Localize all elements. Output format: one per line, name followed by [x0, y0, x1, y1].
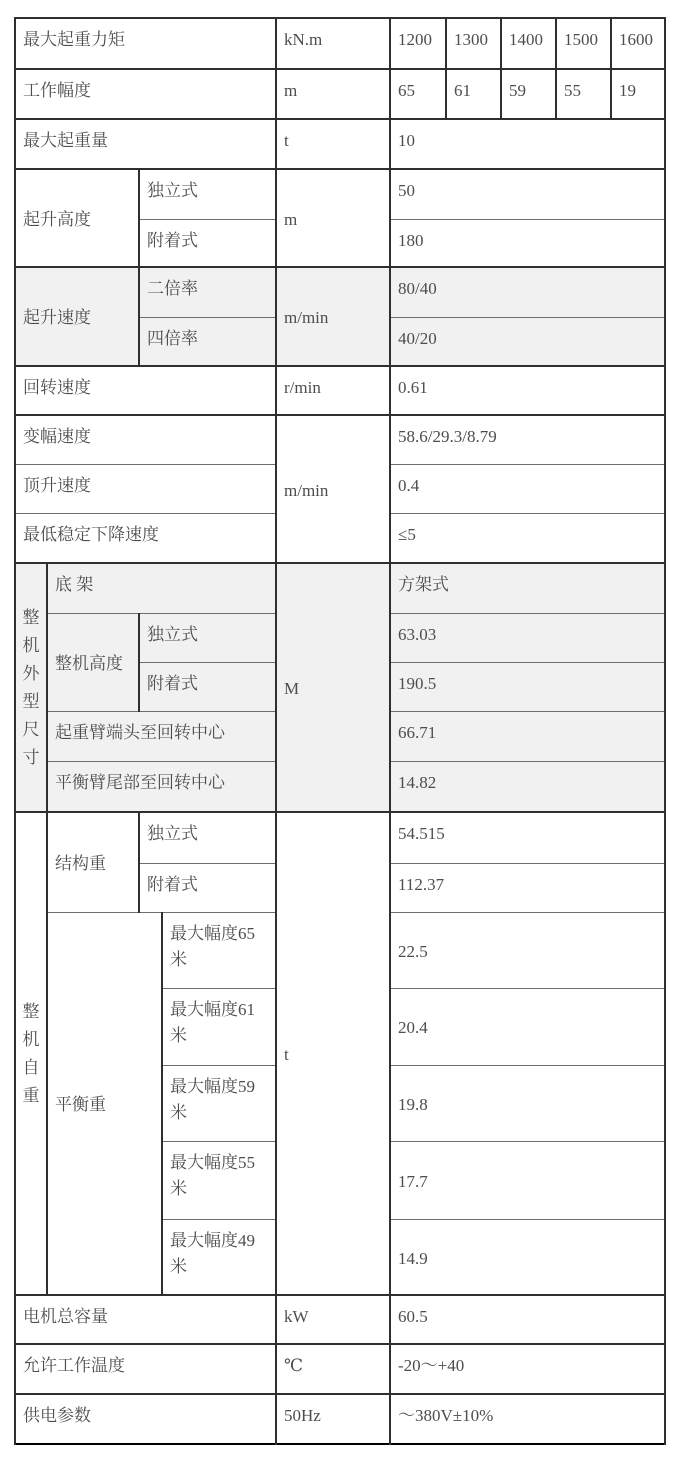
unit-cell: M	[276, 563, 390, 812]
value-cell: 66.71	[390, 711, 665, 761]
value-cell: 1300	[446, 18, 501, 69]
value-cell: 190.5	[390, 662, 665, 711]
value-cell: 1400	[501, 18, 556, 69]
spec-sublabel: 附着式	[139, 863, 276, 912]
value-cell: 61	[446, 69, 501, 119]
table-row	[15, 812, 665, 863]
spec-sublabel: 附着式	[139, 662, 276, 711]
spec-label: 变幅速度	[15, 415, 276, 464]
value-cell: 58.6/29.3/8.79	[390, 415, 665, 464]
table-row	[15, 1344, 665, 1394]
value-cell: 10	[390, 119, 665, 169]
spec-sublabel: 平衡臂尾部至回转中心	[47, 761, 276, 812]
group-label-vertical: 整机外型尺寸	[15, 563, 47, 812]
unit-cell: m	[276, 169, 390, 267]
value-cell: 14.9	[390, 1219, 665, 1295]
unit-cell: 50Hz	[276, 1394, 390, 1444]
group-label: 结构重	[47, 812, 139, 912]
value-cell: 19	[611, 69, 665, 119]
unit-cell: t	[276, 119, 390, 169]
table-row	[15, 119, 665, 169]
value-cell: 59	[501, 69, 556, 119]
unit-cell: kW	[276, 1295, 390, 1344]
spec-sublabel: 底 架	[47, 563, 276, 613]
table-row	[15, 169, 665, 219]
value-cell: 80/40	[390, 267, 665, 317]
value-cell: ～380V±10%	[390, 1394, 665, 1444]
value-cell: 50	[390, 169, 665, 219]
spec-label: 供电参数	[15, 1394, 276, 1444]
value-cell: 0.61	[390, 366, 665, 415]
table-row	[15, 267, 665, 317]
spec-table	[14, 17, 666, 1445]
spec-sublabel: 最大幅度65米	[162, 912, 276, 988]
spec-sublabel: 最大幅度61米	[162, 988, 276, 1065]
table-row	[15, 415, 665, 464]
unit-cell: m/min	[276, 415, 390, 563]
spec-sublabel: 独立式	[139, 812, 276, 863]
unit-cell: ℃	[276, 1344, 390, 1394]
spec-sublabel: 最大幅度55米	[162, 1141, 276, 1219]
spec-sublabel: 最大幅度49米	[162, 1219, 276, 1295]
value-cell: -20～+40	[390, 1344, 665, 1394]
value-cell: 0.4	[390, 464, 665, 513]
spec-label: 工作幅度	[15, 69, 276, 119]
value-cell: 17.7	[390, 1141, 665, 1219]
group-label: 平衡重	[47, 912, 162, 1295]
value-cell: 22.5	[390, 912, 665, 988]
spec-label: 回转速度	[15, 366, 276, 415]
spec-sublabel: 起重臂端头至回转中心	[47, 711, 276, 761]
table-row	[15, 366, 665, 415]
spec-label: 最大起重量	[15, 119, 276, 169]
table-row	[15, 1394, 665, 1444]
group-label: 起升速度	[15, 267, 139, 366]
spec-label: 电机总容量	[15, 1295, 276, 1344]
spec-label: 顶升速度	[15, 464, 276, 513]
table-row	[15, 563, 665, 613]
value-cell: 60.5	[390, 1295, 665, 1344]
spec-label: 允许工作温度	[15, 1344, 276, 1394]
spec-sublabel: 二倍率	[139, 267, 276, 317]
spec-sublabel: 四倍率	[139, 317, 276, 366]
value-cell: 20.4	[390, 988, 665, 1065]
value-cell: 方架式	[390, 563, 665, 613]
unit-cell: t	[276, 812, 390, 1295]
table-row	[15, 18, 665, 69]
value-cell: 19.8	[390, 1065, 665, 1141]
spec-sublabel: 附着式	[139, 219, 276, 267]
value-cell: 40/20	[390, 317, 665, 366]
unit-cell: m	[276, 69, 390, 119]
spec-label: 最大起重力矩	[15, 18, 276, 69]
unit-cell: kN.m	[276, 18, 390, 69]
spec-table-body	[15, 18, 665, 1444]
group-label: 整机高度	[47, 613, 139, 711]
value-cell: 1600	[611, 18, 665, 69]
value-cell: 1500	[556, 18, 611, 69]
value-cell: 65	[390, 69, 446, 119]
table-row	[15, 1295, 665, 1344]
unit-cell: r/min	[276, 366, 390, 415]
value-cell: 63.03	[390, 613, 665, 662]
value-cell: 14.82	[390, 761, 665, 812]
table-row	[15, 69, 665, 119]
value-cell: ≤5	[390, 513, 665, 563]
value-cell: 180	[390, 219, 665, 267]
spec-sublabel: 独立式	[139, 613, 276, 662]
value-cell: 54.515	[390, 812, 665, 863]
value-cell: 55	[556, 69, 611, 119]
value-cell: 112.37	[390, 863, 665, 912]
spec-label: 最低稳定下降速度	[15, 513, 276, 563]
value-cell: 1200	[390, 18, 446, 69]
group-label-vertical: 整机自重	[15, 812, 47, 1295]
group-label: 起升高度	[15, 169, 139, 267]
unit-cell: m/min	[276, 267, 390, 366]
spec-sublabel: 独立式	[139, 169, 276, 219]
spec-sublabel: 最大幅度59米	[162, 1065, 276, 1141]
